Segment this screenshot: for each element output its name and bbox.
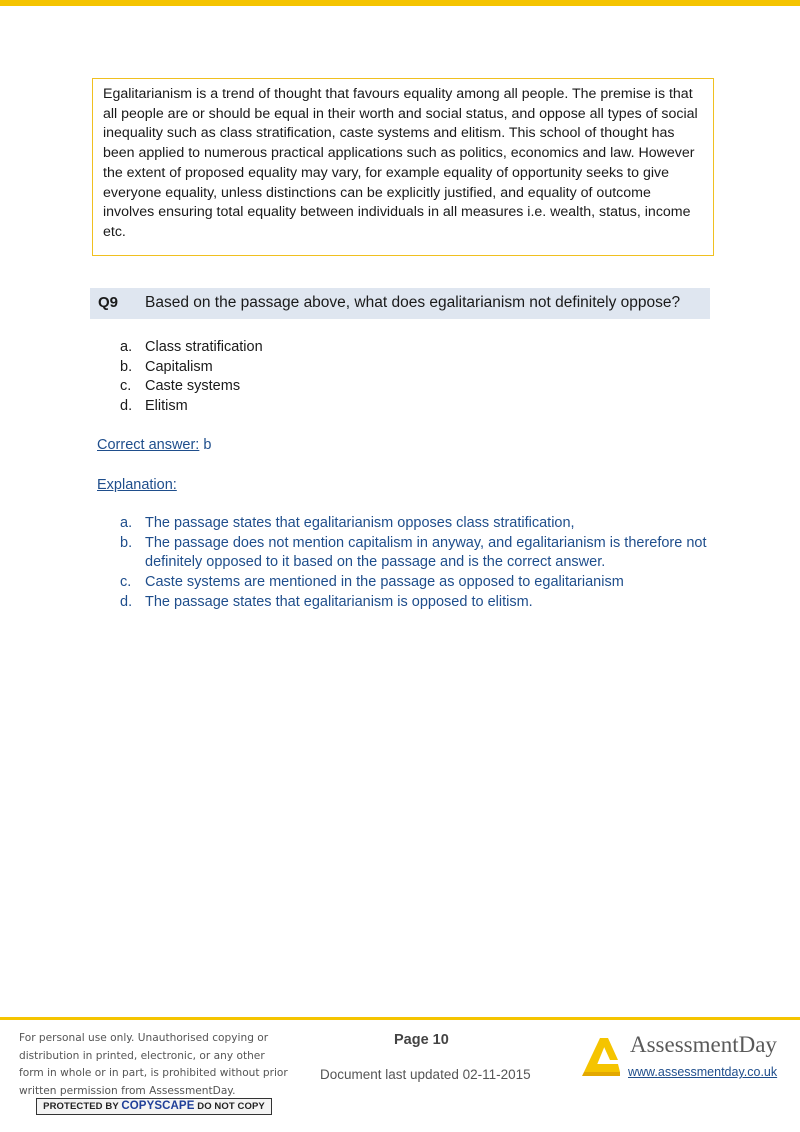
assessmentday-logo-icon — [578, 1032, 624, 1076]
page-number: Page 10 — [394, 1032, 449, 1048]
website-link[interactable]: www.assessmentday.co.uk — [628, 1065, 778, 1079]
correct-answer-value: b — [203, 437, 212, 453]
correct-answer-label: Correct answer: — [97, 437, 200, 453]
answer-options — [118, 338, 263, 417]
copyscape-prefix: PROTECTED BY — [43, 1101, 119, 1112]
explanation-list — [118, 514, 708, 613]
explanation-text: The passage states that egalitarianism is opposed to elitism. — [145, 593, 533, 610]
option-letter: c. — [120, 378, 132, 395]
explanation-item-c — [118, 573, 708, 593]
copyscape-badge[interactable] — [36, 1098, 272, 1115]
correct-answer — [97, 437, 211, 453]
explanation-letter: d. — [120, 593, 133, 610]
explanation-item-a — [118, 514, 708, 534]
option-d — [118, 397, 263, 417]
option-text: Capitalism — [145, 358, 213, 375]
explanation-item-b — [118, 534, 708, 573]
explanation-text: Caste systems are mentioned in the passage as opposed to egalitarianism — [145, 574, 624, 591]
question-text: Based on the passage above, what does egalitarianism not definitely oppose? — [145, 294, 681, 311]
option-letter: d. — [120, 398, 133, 415]
option-text: Class stratification — [145, 339, 263, 355]
footer-accent-bar — [0, 1017, 800, 1020]
option-b — [118, 358, 263, 378]
logo-name: AssessmentDay — [630, 1032, 777, 1057]
footer-disclaimer: For personal use only. Unauthorised copying or distribution in printed, electronic, or any other form in whole or in part, is prohibited without prior written permission from AssessmentDay. — [19, 1032, 288, 1098]
document-updated: Document last updated 02-11-2015 — [320, 1067, 531, 1082]
explanation-item-d — [118, 593, 708, 613]
explanation-letter: c. — [120, 574, 132, 591]
option-text: Elitism — [145, 398, 188, 415]
explanation-text: The passage does not mention capitalism in anyway, and egalitarianism is therefore not definitely opposed to it based on the passage and is the correct answer. — [145, 534, 707, 571]
explanation-letter: a. — [120, 515, 133, 531]
explanation-letter: b. — [120, 534, 133, 551]
copyscape-suffix: DO NOT COPY — [197, 1101, 265, 1112]
option-letter: a. — [120, 339, 133, 355]
option-letter: b. — [120, 358, 133, 375]
explanation-label: Explanation: — [97, 477, 177, 493]
question-bar — [90, 288, 710, 319]
option-text: Caste systems — [145, 378, 241, 395]
question-number: Q9 — [98, 294, 119, 311]
explanation-text: The passage states that egalitarianism opposes class stratification, — [145, 515, 575, 531]
copyscape-brand: COPYSCAPE — [121, 1100, 195, 1112]
option-c — [118, 377, 263, 397]
option-a — [118, 338, 263, 358]
header-accent-bar — [0, 0, 800, 6]
passage-text: Egalitarianism is a trend of thought that favours equality among all people. The premise is that all people are or should be equal in their worth and social status, and oppose all types of social inequality such as class stratification, caste systems and elitism. This school of thought has been applied to numerous practical applications such as politics, economics and law. However the extent of proposed equality may vary, for example equality of opportunity seeks to give everyone equality, unless distinctions can be explicitly justified, and equality of outcome involves ensuring total equality between individuals in all measures i.e. wealth, status, income etc. — [103, 86, 698, 240]
passage-box — [92, 78, 714, 256]
